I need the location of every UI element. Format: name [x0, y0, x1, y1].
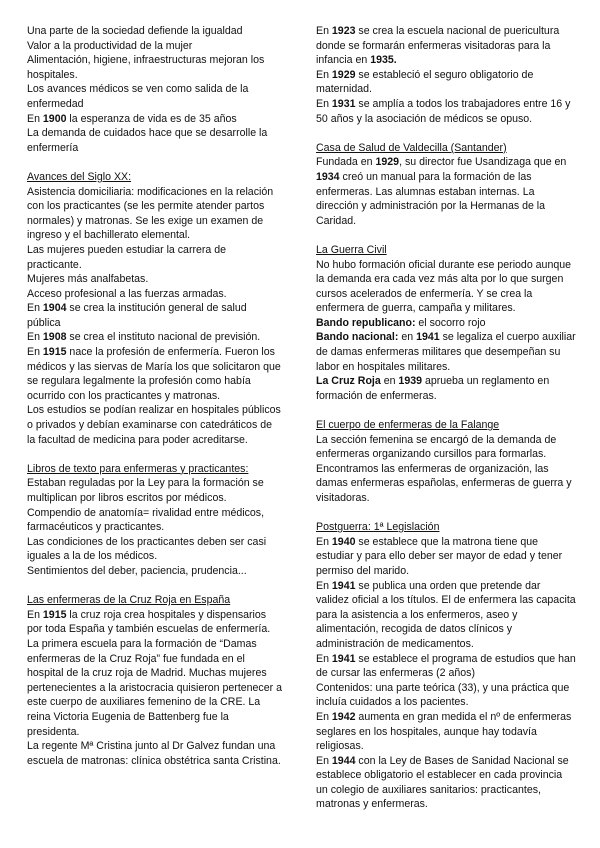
paragraph: En 1929 se estableció el seguro obligatorio de maternidad.: [316, 68, 534, 96]
section-guerra-civil: [316, 243, 576, 404]
paragraph: En 1940 se establece que la matrona tiene que estudiar y para ello deber ser mayor de edad y tener permiso del marido.: [316, 535, 563, 577]
paragraph: Acceso profesional a las fuerzas armadas.: [27, 287, 227, 300]
paragraph: En 1904 se crea la institución general de salud pública: [27, 302, 247, 329]
section-libros-de-texto: [27, 462, 283, 579]
section-title: Casa de Salud de Valdecilla (Santander): [316, 141, 507, 154]
section-title: Avances del Siglo XX:: [27, 170, 132, 183]
section-title: Postguerra: 1ª Legislación: [316, 521, 440, 534]
paragraph: La regente Mª Cristina junto al Dr Galvez fundan una escuela de matronas: clínica obstétrica santa Cristina.: [27, 740, 281, 767]
paragraph: En 1923 se crea la escuela nacional de puericultura donde se formarán enfermeras visitadoras para la infancia en 1935.: [316, 25, 560, 67]
paragraph: Las condiciones de los practicantes deben ser casi iguales a la de los médicos.: [27, 535, 267, 563]
paragraph: En 1941 se establece el programa de estudios que han de cursar las enfermeras (2 años): [316, 652, 576, 680]
paragraph: Bando nacional: en 1941 se legaliza el cuerpo auxiliar de damas enfermeras militares que desempeñan su labor en hospitales militares.: [316, 331, 576, 373]
paragraph: Compendio de anatomía= rivalidad entre médicos, farmacéuticos y practicantes.: [27, 506, 265, 534]
paragraph: La Cruz Roja en 1939 aprueba un reglamento en formación de enfermeras.: [316, 375, 550, 402]
paragraph: No hubo formación oficial durante ese periodo aunque la demanda era cada vez más alta por lo que surgen cursos acelerados de enfermería. Y se crea la enfermera de guerra, campaña y militares.: [316, 258, 572, 315]
section-title: El cuerpo de enfermeras de la Falange: [316, 419, 500, 432]
section-title: La Guerra Civil: [316, 243, 387, 256]
paragraph: Sentimientos del deber, paciencia, prudencia...: [27, 564, 247, 577]
section-title: Las enfermeras de la Cruz Roja en España: [27, 594, 231, 607]
paragraph: Contenidos: una parte teórica (33), y una práctica que incluía cuidados a los pacientes.: [316, 681, 570, 709]
section-title: Libros de texto para enfermeras y practicantes:: [27, 462, 249, 475]
left-column: [27, 24, 283, 768]
section-avances-siglo-xx: [27, 170, 283, 447]
paragraph: Asistencia domiciliaria: modificaciones en la relación con los practicantes (se les permite atender partos normales) y matronas. Se les exige un examen de ingreso y el bachillerato elemental.: [27, 185, 274, 242]
top-section: [316, 24, 576, 126]
paragraph: Valor a la productividad de la mujer: [27, 39, 193, 52]
paragraph: La demanda de cuidados hace que se desarrolle la enfermería: [27, 127, 268, 154]
paragraph: Los estudios se podían realizar en hospitales públicos o privados y debían examinarse con catedráticos de la facultad de medicina para poder acreditarse.: [27, 404, 281, 446]
paragraph: En 1931 se amplía a todos los trabajadores entre 16 y 50 años y la asociación de médicos se opuso.: [316, 97, 571, 125]
paragraph: En 1944 con la Ley de Bases de Sanidad Nacional se establece obligatorio el establecer en cada provincia un colegio de auxiliares sanitarios: practicantes, matronas y enfermeras.: [316, 754, 569, 811]
section-posguerra: [316, 520, 576, 812]
paragraph: Bando republicano: el socorro rojo: [316, 316, 486, 329]
paragraph: La sección femenina se encargó de la demanda de enfermeras organizando cursillos para formarlas. Encontramos las enfermeras de organización, las damas enfermeras españolas, enfermeras de guerra y visitadoras.: [316, 433, 572, 504]
paragraph: En 1900 la esperanza de vida es de 35 años: [27, 112, 237, 125]
paragraph: Los avances médicos se ven como salida de la enfermedad: [27, 83, 249, 110]
paragraph: En 1908 se crea el instituto nacional de previsión.: [27, 331, 261, 344]
paragraph: En 1941 se publica una orden que pretende dar validez oficial a los títulos. El de enfermera las capacita para la asistencia a los enfermeros, aseo y alimentación, recogida de datos clínicos y administración de medicamentos.: [316, 579, 576, 650]
paragraph: Fundada en 1929, su director fue Usandizaga que en 1934 creó un manual para la formación de las enfermeras. Las alumnas estaban internas. La dirección y administración por la Hermanas de la Caridad.: [316, 156, 567, 227]
paragraph: Alimentación, higiene, infraestructuras mejoran los hospitales.: [27, 54, 265, 81]
section-valdecilla: [316, 141, 576, 229]
section-cruz-roja-espana: [27, 593, 283, 768]
paragraph: En 1915 la cruz roja crea hospitales y dispensarios por toda España y también escuelas de enfermería. La primera escuela para la formación de “Damas enfermeras de la Cruz Roja” fue fundada en el hospital de la cruz roja de Madrid. Muchas mujeres pertenecientes a la aristocracia quisieron pertenecer a este cuerpo de auxiliares femenino de la CRE. La reina Victoria Eugenia de Battenberg fue la presidenta.: [27, 608, 282, 738]
paragraph: Las mujeres pueden estudiar la carrera de practicante.: [27, 243, 227, 271]
paragraph: En 1915 nace la profesión de enfermería. Fueron los médicos y las siervas de María los que solicitaron que se regulara legalmente la profesión como había ocurrido con los practicantes y matronas.: [27, 346, 281, 402]
right-column: [316, 24, 576, 812]
paragraph: En 1942 aumenta en gran medida el nº de enfermeras seglares en los hospitales, aunque hay todavía religiosas.: [316, 710, 572, 753]
paragraph: Estaban reguladas por la Ley para la formación se multiplican por libros escritos por médicos.: [27, 477, 264, 504]
paragraph: Una parte de la sociedad defiende la igualdad: [27, 25, 243, 37]
section-falange: [316, 418, 576, 506]
paragraph: Mujeres más analfabetas.: [27, 273, 149, 286]
intro-section: [27, 24, 283, 155]
